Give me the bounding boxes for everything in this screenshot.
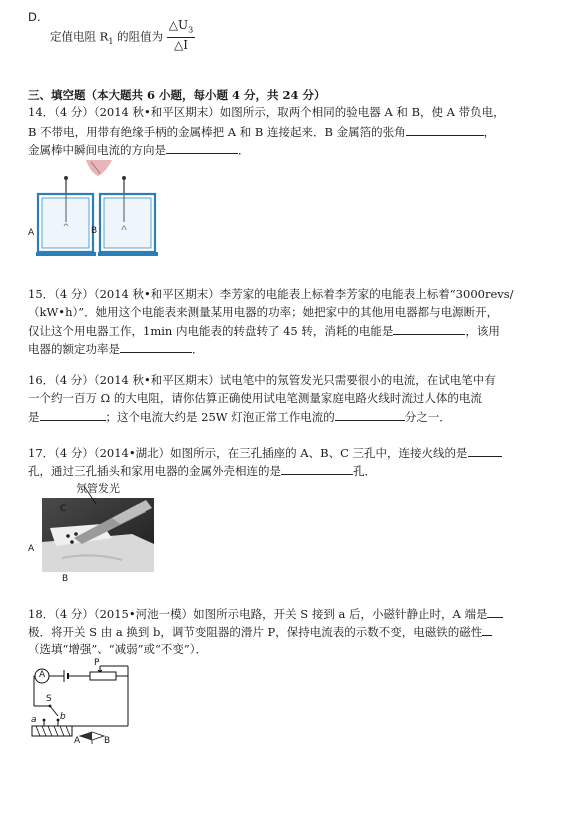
q16-answer-blank-2[interactable] [335, 409, 405, 421]
q14-answer-blank-2[interactable] [166, 142, 238, 154]
q18-answer-blank-2[interactable] [482, 624, 492, 636]
q18-line1: 18．（4 分）（2015•河池一模）如图所示电路，开关 S 接到 a 后，小磁针静止时，A 端是 [28, 606, 503, 621]
option-d-letter: D. [28, 10, 41, 24]
q17-answer-blank-2[interactable] [281, 463, 353, 475]
q17-line1: 17．（4 分）（2014•湖北）如图所示，在三孔插座的 A、B、C 三孔中，连接火线的是 [28, 445, 502, 460]
socket-a-label: A [28, 544, 35, 554]
electroscope-diagram [28, 160, 158, 260]
q14-line3: 金属棒中瞬间电流的方向是 ． [28, 143, 250, 157]
socket-photo [42, 498, 154, 572]
q15-answer-blank-1[interactable] [393, 323, 465, 335]
q17-answer-blank-1[interactable] [468, 445, 502, 457]
q17-figure-socket [28, 478, 168, 588]
q14-line1: 14．（4 分）（2014 秋•和平区期末）如图所示，取两个相同的验电器 A 和 B，使 A 带负电， [28, 105, 505, 119]
q14-figure-electroscopes [28, 160, 158, 260]
hand-shape [86, 160, 112, 176]
q14-line2: B 不带电，用带有绝缘手柄的金属棒把 A 和 B 连接起来．B 金属箔的张角 ， [28, 125, 496, 139]
q14-answer-blank-1[interactable] [406, 124, 484, 136]
q15-line2: （kW•h）”．她用这个电能表来测量某用电器的功率；她把家中的其他用电器都与电源断开， [28, 305, 499, 319]
q15-line4: 电器的额定功率是 ． [28, 342, 204, 356]
q18-line2: 极．将开关 S 由 a 换到 b，调节变阻器的滑片 P，保持电流表的示数不变，电磁铁的磁性 [28, 624, 492, 639]
q16-line3: 是 ；这个电流大约是 25W 灯泡正常工作电流的 分之一． [28, 410, 451, 424]
q17-caption: 氖管发光 [76, 482, 120, 495]
switch-s-label: S [46, 694, 52, 704]
option-d-fraction: $\frac{\triangle U_3}{\triangle I}$ [168, 18, 194, 53]
contact-b-label: b [60, 712, 66, 722]
electroscope-b-label: B [91, 226, 98, 236]
q17-line2: 孔，通过三孔插头和家用电器的金属外壳相连的是 孔． [28, 464, 376, 478]
q18-line3: （选填“增强”、“减弱”或“不变”）． [28, 642, 208, 656]
q15-line3: 仅让这个用电器工作，1min 内电能表的转盘转了 45 转，消耗的电能是 ，该用 [28, 324, 500, 338]
slider-p-label: P [94, 658, 100, 668]
option-d-text: 定值电阻 $R_1$ 的阻值为 $\frac{\triangle U_3}{\triangle I}$ [50, 18, 194, 53]
needle-b-label: B [104, 736, 111, 746]
q16-line1: 16．（4 分）（2014 秋•和平区期末）试电笔中的氖管发光只需要很小的电流，在试电笔中有 [28, 373, 496, 387]
contact-a-label: a [31, 715, 37, 725]
needle-a-label: A [74, 736, 81, 746]
socket-c-label: C [60, 504, 67, 514]
ammeter-label: A [39, 670, 46, 680]
q18-figure-circuit [28, 660, 138, 746]
q15-line1: 15．（4 分）（2014 秋•和平区期末）李芳家的电能表上标着李芳家的电能表上标着“3000revs/ [28, 287, 514, 301]
q16-line2: 一个约一百万 Ω 的大电阻，请你估算正确使用试电笔测量家庭电路火线时流过人体的电流 [28, 391, 482, 405]
option-d [28, 10, 41, 24]
q18-answer-blank-1[interactable] [487, 606, 503, 618]
section-title: 三、填空题（本大题共 6 小题，每小题 4 分，共 24 分） [28, 88, 326, 102]
q15-answer-blank-2[interactable] [120, 341, 192, 353]
electroscope-a-label: A [28, 228, 35, 238]
socket-b-label: B [62, 574, 69, 584]
q16-answer-blank-1[interactable] [40, 409, 106, 421]
